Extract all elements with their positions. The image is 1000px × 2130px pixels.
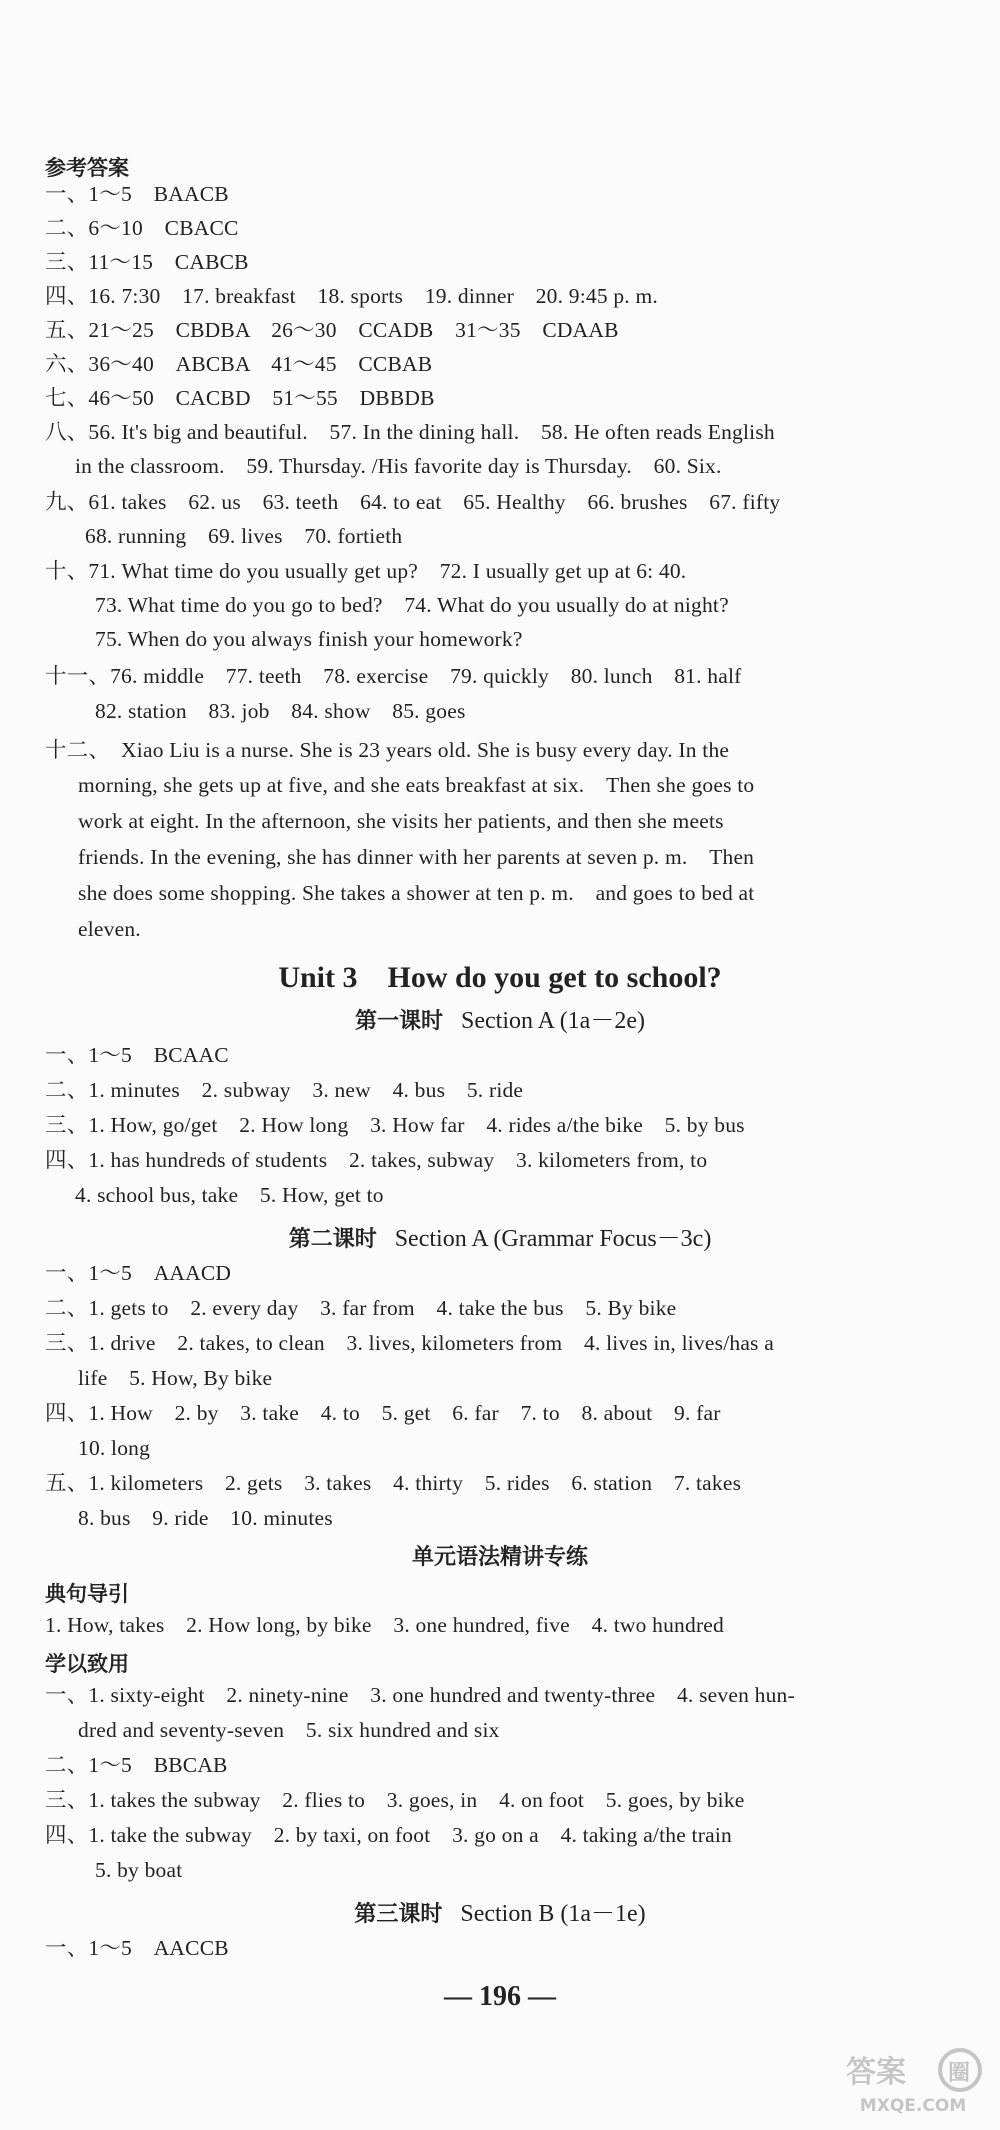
answer-line: 二、1～5 BBCAB: [45, 1753, 228, 1777]
answer-line: 二、6～10 CBACC: [45, 216, 239, 240]
watermark-logo: [838, 2044, 988, 2118]
answer-line: 八、56. It's big and beautiful. 57. In the dining hall. 58. He often reads English: [45, 420, 775, 444]
answer-line: 一、1～5 BCAAC: [45, 1043, 229, 1067]
answer-line: 三、1. takes the subway 2. flies to 3. goes, in 4. on foot 5. goes, by bike: [45, 1788, 745, 1812]
svg-text:圈: 圈: [948, 2061, 971, 2086]
answer-line: 四、1. take the subway 2. by taxi, on foot 3. go on a 4. taking a/the train: [45, 1823, 732, 1847]
answer-line: 十一、76. middle 77. teeth 78. exercise 79. quickly 80. lunch 81. half: [45, 664, 742, 688]
essay-line: 十二、 Xiao Liu is a nurse. She is 23 years old. She is busy every day. In the: [45, 738, 730, 762]
lesson-label: 第二课时: [288, 1227, 377, 1252]
answer-line: 七、46～50 CACBD 51～55 DBBDB: [45, 386, 435, 410]
answer-line: 一、1～5 AACCB: [45, 1936, 229, 1960]
section-header: 参考答案: [45, 156, 129, 180]
grammar-heading: [0, 1540, 1000, 1571]
subheading: 学以致用: [45, 1652, 129, 1676]
answer-line: 六、36～40 ABCBA 41～45 CCBAB: [45, 352, 433, 376]
answer-line: 十、71. What time do you usually get up? 72. I usually get up at 6: 40.: [45, 559, 687, 583]
answer-line: 8. bus 9. ride 10. minutes: [78, 1506, 333, 1530]
answer-line: 五、21～25 CBDBA 26～30 CCADB 31～35 CDAAB: [45, 318, 619, 342]
answer-line: 四、16. 7:30 17. breakfast 18. sports 19. dinner 20. 9:45 p. m.: [45, 284, 658, 308]
answer-line: 一、1. sixty-eight 2. ninety-nine 3. one hundred and twenty-three 4. seven hun-: [45, 1683, 795, 1707]
lesson-label: 第三课时: [354, 1902, 443, 1927]
answer-line: 三、1. drive 2. takes, to clean 3. lives, kilometers from 4. lives in, lives/has a: [45, 1331, 774, 1355]
answer-line: life 5. How, By bike: [78, 1366, 273, 1390]
answer-line: in the classroom. 59. Thursday. /His favorite day is Thursday. 60. Six.: [75, 454, 722, 478]
answer-line: 一、1～5 AAACD: [45, 1261, 232, 1285]
essay-line: work at eight. In the afternoon, she visits her patients, and then she meets: [78, 809, 724, 833]
answer-line: 1. How, takes 2. How long, by bike 3. one hundred, five 4. two hundred: [45, 1613, 724, 1637]
answer-line: 四、1. has hundreds of students 2. takes, subway 3. kilometers from, to: [45, 1148, 708, 1172]
lesson-heading: [0, 1218, 1000, 1253]
answer-line: 二、1. gets to 2. every day 3. far from 4. take the bus 5. By bike: [45, 1296, 677, 1320]
page-number: — 196 —: [444, 1981, 556, 2012]
answer-line: 5. by boat: [95, 1858, 183, 1882]
svg-text:答案: 答案: [846, 2055, 906, 2090]
answer-line: 三、1. How, go/get 2. How long 3. How far 4. rides a/the bike 5. by bus: [45, 1113, 745, 1137]
essay-line: eleven.: [78, 917, 141, 941]
subheading: 典句导引: [45, 1582, 129, 1606]
lesson-title: Section A (1a－2e): [461, 1008, 645, 1034]
answer-line: 九、61. takes 62. us 63. teeth 64. to eat 65. Healthy 66. brushes 67. fifty: [45, 490, 781, 514]
lesson-label: 第一课时: [355, 1009, 444, 1034]
answer-line: 4. school bus, take 5. How, get to: [75, 1183, 384, 1207]
answer-line: 三、11～15 CABCB: [45, 250, 249, 274]
answer-line: 一、1～5 BAACB: [45, 182, 229, 206]
lesson-title: Section B (1a－1e): [460, 1901, 646, 1927]
essay-line: friends. In the evening, she has dinner with her parents at seven p. m. Then: [78, 845, 755, 869]
essay-line: morning, she gets up at five, and she eats breakfast at six. Then she goes to: [78, 773, 755, 797]
answer-line: 二、1. minutes 2. subway 3. new 4. bus 5. ride: [45, 1078, 524, 1102]
answer-line: 73. What time do you go to bed? 74. What do you usually do at night?: [95, 593, 729, 617]
lesson-title: Section A (Grammar Focus－3c): [394, 1226, 712, 1252]
essay-line: she does some shopping. She takes a shower at ten p. m. and goes to bed at: [78, 881, 755, 905]
answer-line: 82. station 83. job 84. show 85. goes: [95, 699, 466, 723]
watermark-url: MXQE.COM: [859, 2096, 967, 2116]
answer-line: dred and seventy-seven 5. six hundred and six: [78, 1718, 500, 1742]
lesson-heading: [0, 1000, 1000, 1035]
answer-line: 68. running 69. lives 70. fortieth: [85, 524, 403, 548]
grammar-title: 单元语法精讲专练: [411, 1545, 588, 1570]
answer-line: 10. long: [78, 1436, 151, 1460]
answer-line: 五、1. kilometers 2. gets 3. takes 4. thirty 5. rides 6. station 7. takes: [45, 1471, 742, 1495]
answer-line: 四、1. How 2. by 3. take 4. to 5. get 6. far 7. to 8. about 9. far: [45, 1401, 721, 1425]
unit-title: Unit 3 How do you get to school?: [278, 961, 722, 994]
answer-line: 75. When do you always finish your homework?: [95, 627, 523, 651]
lesson-heading: [0, 1893, 1000, 1928]
